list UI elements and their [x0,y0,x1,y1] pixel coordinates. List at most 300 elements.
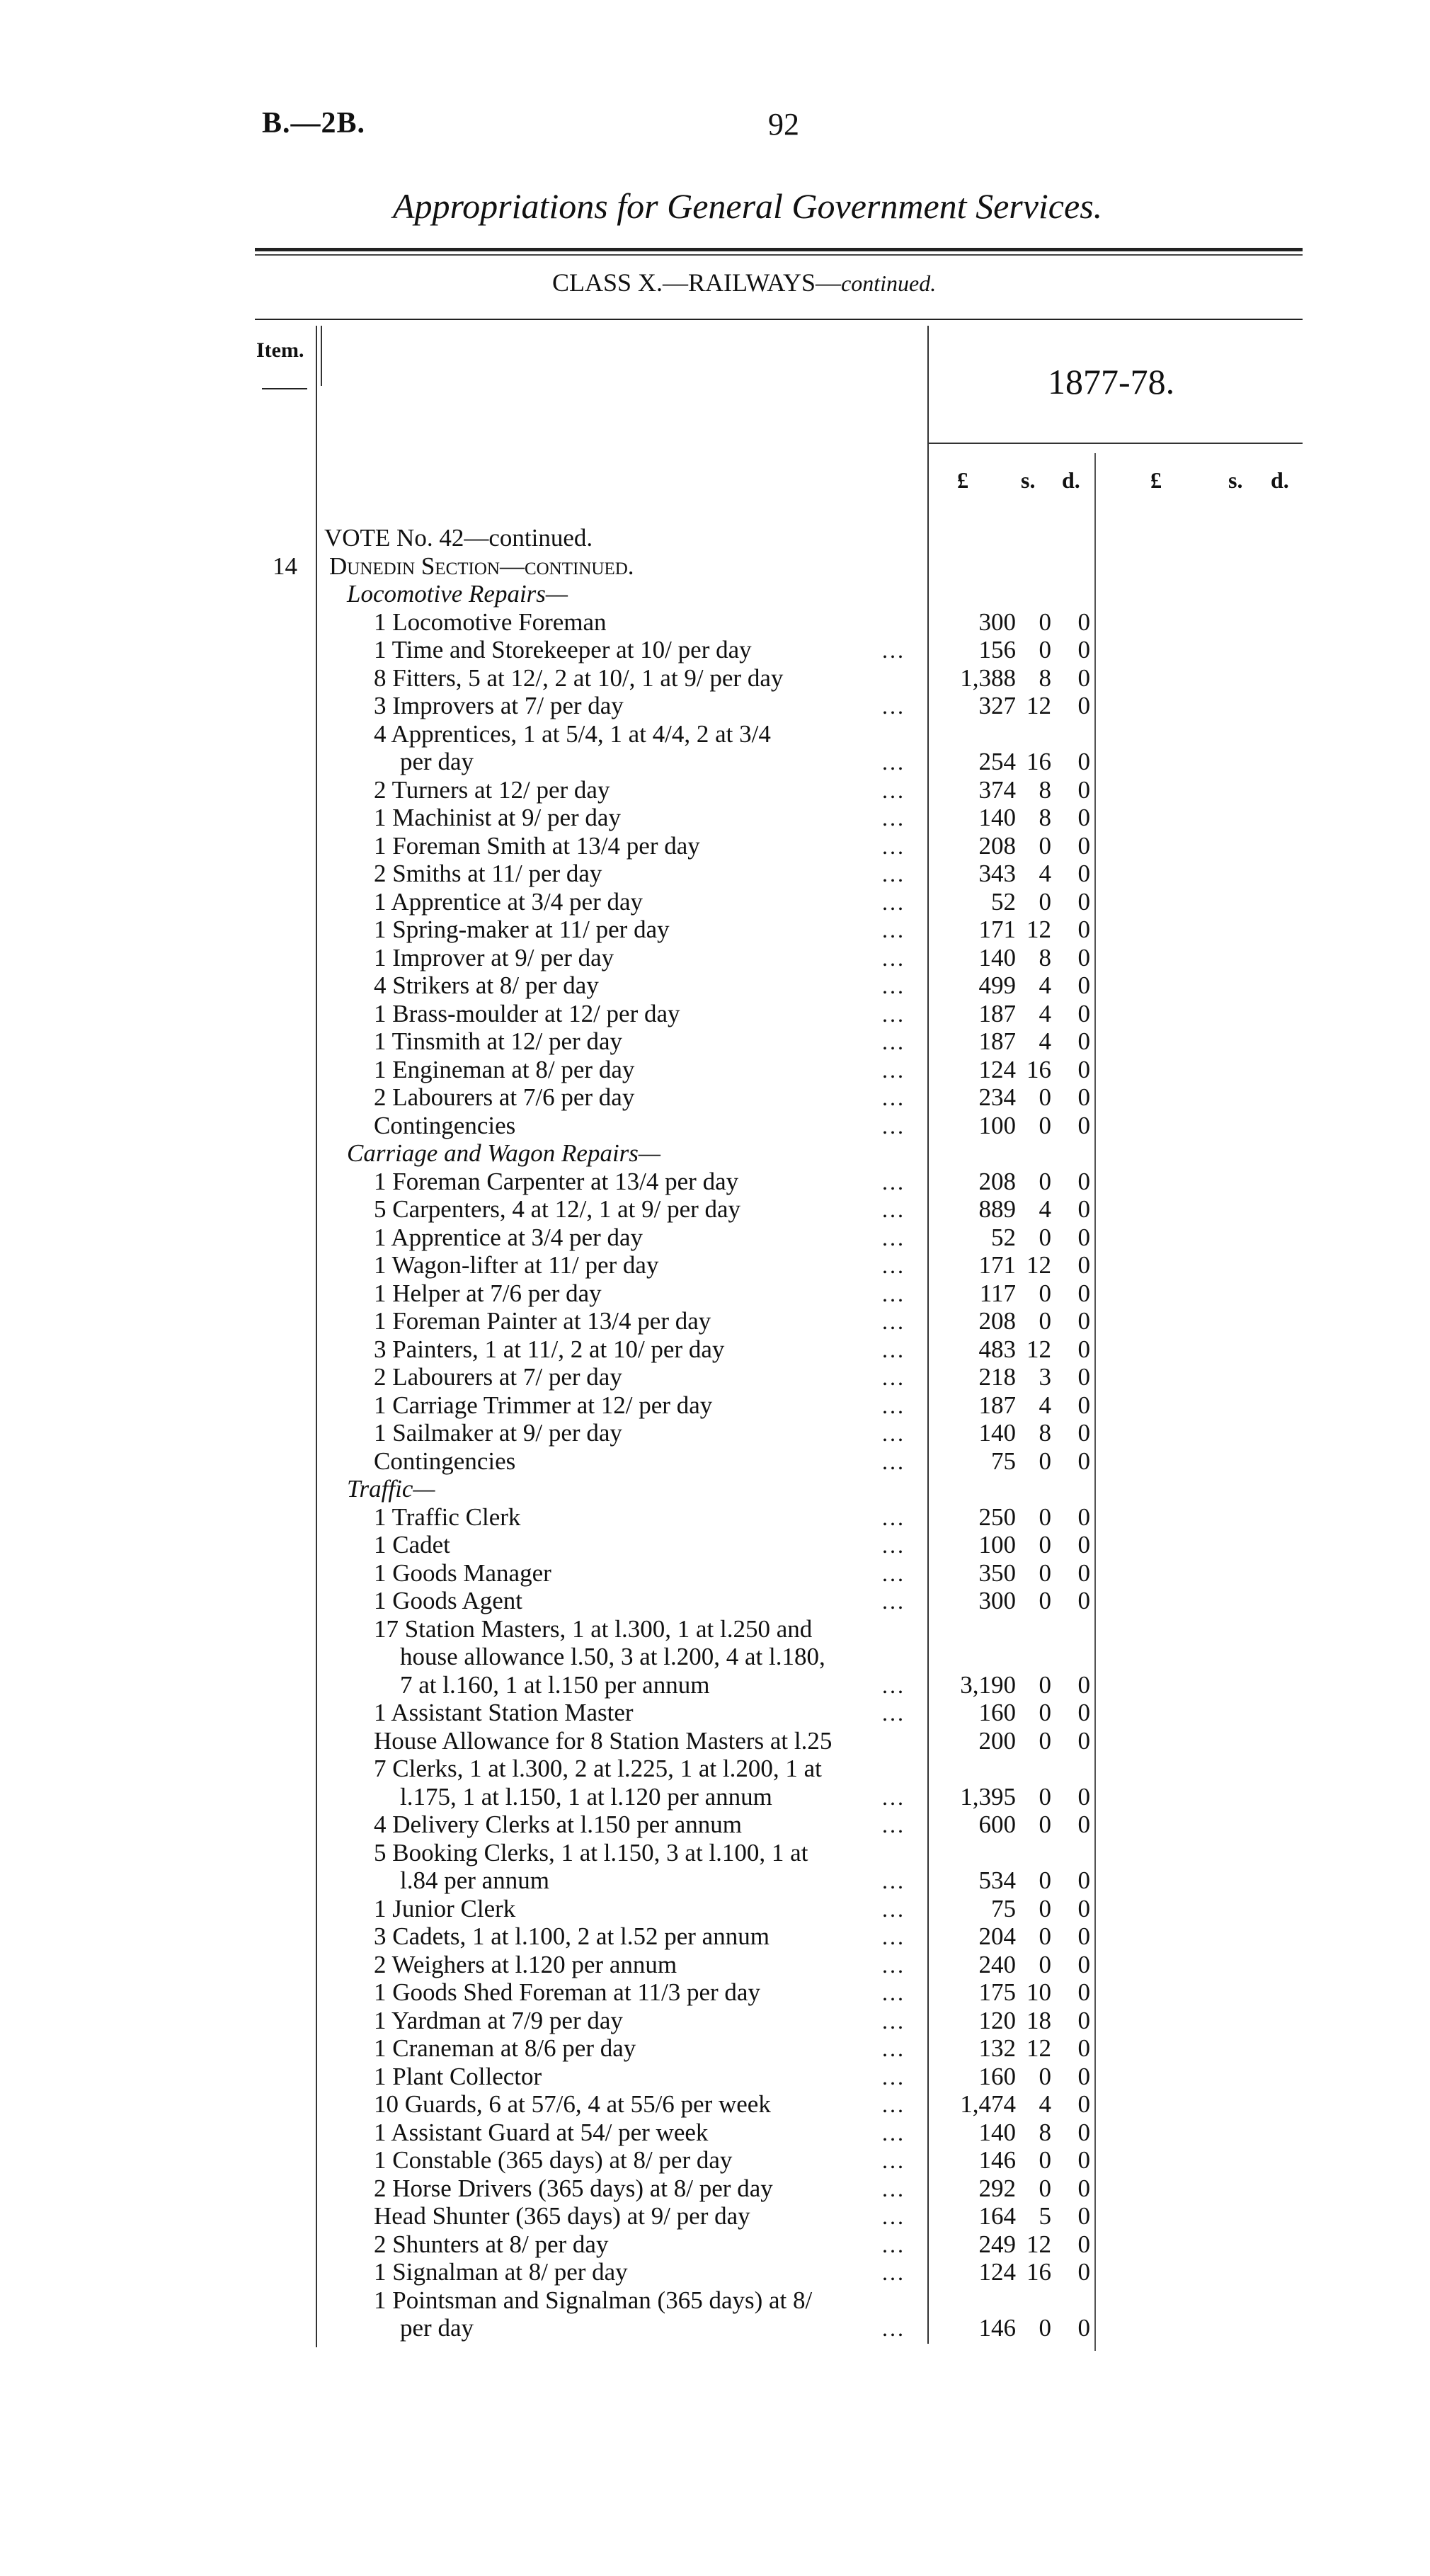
row-description: 1 Foreman Carpenter at 13/4 per day [374,1167,739,1195]
amount-pence: 0 [1077,1978,1090,2006]
amount-pounds: 600 [978,1811,1016,1838]
amount-pence: 0 [1077,1195,1090,1223]
amount-shillings: 5 [1039,2202,1051,2230]
amount-shillings: 0 [1039,1223,1051,1251]
row-description: 1 Junior Clerk [374,1894,516,1922]
amount-pounds: 146 [978,2146,1016,2174]
amount-shillings: 0 [1039,1867,1051,1894]
amount-pounds: 343 [978,860,1016,887]
table-row [0,2090,1104,2119]
amount-shillings: 12 [1026,2034,1051,2062]
table-row [0,608,1104,637]
table-row [0,1643,1104,1671]
amount-shillings: 0 [1039,1699,1051,1726]
row-description: Contingencies [374,1111,516,1139]
leader-dots: ... [882,2119,905,2145]
row-description: 1 Cadet [374,1531,450,1558]
page-title: Appropriations for General Government Services. [393,186,1103,226]
amount-pounds: 1,395 [960,1782,1016,1811]
amount-pounds: 327 [978,692,1016,719]
amount-pence: 0 [1077,1027,1090,1055]
leader-dots: ... [882,637,905,663]
amount-shillings: 8 [1039,1419,1051,1447]
shillings-header-2: s. [1228,467,1243,493]
amount-shillings: 0 [1039,1670,1051,1699]
table-row [0,776,1104,804]
amount-pence: 0 [1077,1223,1090,1251]
leader-dots: ... [882,2007,905,2034]
row-description: 3 Cadets, 1 at l.100, 2 at l.52 per annum [374,1922,770,1950]
leader-dots: ... [882,1253,905,1278]
row-description: 1 Foreman Painter at 13/4 per day [374,1307,711,1335]
amount-pence: 0 [1077,2006,1090,2034]
amount-pounds: 187 [978,1391,1016,1419]
amount-shillings: 0 [1039,2062,1051,2090]
table-row [0,1978,1104,2007]
table-row [0,1531,1104,1559]
amount-pence: 0 [1077,1335,1090,1363]
amount-pounds: 208 [978,831,1016,860]
leader-dots: ... [882,1588,905,1614]
amount-pence: 0 [1077,1782,1090,1811]
table-row [0,1503,1104,1532]
amount-pounds: 117 [979,1279,1016,1307]
amount-pounds: 100 [978,1531,1016,1558]
row-description: 1 Signalman at 8/ per day [374,2258,628,2286]
amount-pence: 0 [1077,1587,1090,1614]
row-description: 5 Carpenters, 4 at 12/, 1 at 9/ per day [374,1195,741,1223]
row-description: 1 Assistant Station Master [374,1699,634,1726]
amount-pence: 0 [1077,636,1090,663]
leader-dots: ... [882,1056,905,1083]
leader-dots: ... [882,1951,905,1978]
row-description: 1 Wagon-lifter at 11/ per day [374,1251,659,1279]
leader-dots: ... [882,1504,905,1530]
row-description: 2 Labourers at 7/6 per day [374,1083,635,1111]
table-row [0,1587,1104,1615]
amount-pounds: 140 [978,804,1016,831]
row-description: 2 Smiths at 11/ per day [374,860,602,887]
amount-pence: 0 [1077,999,1090,1027]
table-row [0,1727,1104,1755]
table-row [0,1475,1104,1503]
amount-pounds: 300 [978,1587,1016,1614]
table-row [0,1839,1104,1867]
item-column-divider-double [321,326,322,386]
amount-pence: 0 [1077,1950,1090,1978]
amount-shillings: 0 [1039,2146,1051,2174]
table-row [0,1139,1104,1168]
table-row [0,2063,1104,2091]
amount-shillings: 0 [1039,1111,1051,1139]
table-row [0,1112,1104,1140]
leader-dots: ... [882,1812,905,1837]
table-row [0,1363,1104,1391]
row-description: 4 Strikers at 8/ per day [374,971,599,999]
amount-pence: 0 [1077,1699,1090,1726]
table-row [0,1783,1104,1811]
class-heading [552,268,936,297]
leader-dots: ... [882,1168,905,1195]
table-row [0,1027,1104,1056]
leader-dots: ... [882,2259,905,2285]
amount-pounds: 140 [978,943,1016,971]
table-row [0,636,1104,664]
table-row [0,1811,1104,1839]
leader-dots: ... [882,1336,905,1362]
row-description: 2 Labourers at 7/ per day [374,1363,622,1391]
row-description: Contingencies [374,1447,516,1475]
table-row [0,1000,1104,1028]
row-description: 2 Turners at 12/ per day [374,775,610,804]
amount-pounds: 300 [978,608,1016,636]
leader-dots: ... [882,1029,905,1054]
row-description: 1 Goods Shed Foreman at 11/3 per day [374,1978,760,2006]
year-rule [929,443,1303,444]
amount-pence: 0 [1077,1558,1090,1587]
amount-shillings: 0 [1039,1782,1051,1811]
amount-pence: 0 [1077,1307,1090,1335]
amount-pence: 0 [1077,2062,1090,2090]
amount-pence: 0 [1077,1726,1090,1755]
table-row [0,2230,1104,2259]
leader-dots: ... [882,1197,905,1222]
leader-dots: ... [882,2175,905,2201]
amount-pounds: 52 [991,887,1016,916]
table-row [0,1895,1104,1923]
leader-dots: ... [882,2231,905,2257]
amount-pounds: 187 [978,1027,1016,1055]
table-row [0,1280,1104,1308]
leader-dots: ... [882,805,905,831]
row-description: per day [400,2314,474,2342]
row-description: 4 Delivery Clerks at l.150 per annum [374,1811,743,1838]
amount-pounds: 499 [978,971,1016,999]
amount-pounds: 534 [978,1867,1016,1894]
leader-dots: ... [882,2036,905,2061]
amount-pounds: 208 [978,1167,1016,1195]
amount-pounds: 100 [978,1111,1016,1139]
amount-pence: 0 [1077,663,1090,692]
table-row [0,1251,1104,1280]
amount-shillings: 0 [1039,1726,1051,1755]
table-row [0,2258,1104,2286]
table-row [0,1168,1104,1196]
table-row [0,1083,1104,1112]
amount-shillings: 12 [1026,692,1051,719]
amount-pence: 0 [1077,608,1090,636]
amount-pounds: 175 [978,1978,1016,2006]
amount-pence: 0 [1077,2258,1090,2286]
table-row [0,580,1104,608]
table-row [0,2034,1104,2063]
table-row [0,1391,1104,1420]
amount-pounds: 3,190 [960,1670,1016,1699]
amount-pounds: 1,474 [960,2090,1016,2118]
table-row [0,1922,1104,1951]
row-description: 4 Apprentices, 1 at 5/4, 1 at 4/4, 2 at 3/4 [374,719,771,748]
row-description: 1 Apprentice at 3/4 per day [374,887,644,916]
amount-pounds: 156 [978,636,1016,663]
table-row [0,1559,1104,1588]
amount-pence: 0 [1077,860,1090,887]
amount-pence: 0 [1077,831,1090,860]
amount-shillings: 18 [1026,2006,1051,2034]
row-description: 3 Improvers at 7/ per day [374,692,624,719]
leader-dots: ... [882,1280,905,1306]
leader-dots: ... [882,1224,905,1250]
row-description: 1 Goods Manager [374,1558,551,1587]
amount-pounds: 218 [978,1363,1016,1391]
leader-dots: ... [882,973,905,998]
leader-dots: ... [882,1448,905,1474]
leader-dots: ... [882,749,905,775]
leader-dots: ... [882,1560,905,1586]
table-row [0,1195,1104,1224]
leader-dots: ... [882,1784,905,1810]
row-description: 1 Constable (365 days) at 8/ per day [374,2146,733,2174]
table-row [0,552,1104,581]
amount-shillings: 0 [1039,1083,1051,1111]
amount-shillings: 4 [1039,1027,1051,1055]
row-description: Head Shunter (365 days) at 9/ per day [374,2202,750,2230]
amount-shillings: 4 [1039,999,1051,1027]
leader-dots: ... [882,1001,905,1027]
amount-shillings: 10 [1026,1978,1051,2006]
leader-dots: ... [882,1532,905,1558]
amount-pounds: 350 [978,1558,1016,1587]
amount-shillings: 0 [1039,1531,1051,1558]
leader-dots: ... [882,1112,905,1139]
amount-shillings: 12 [1026,916,1051,943]
amount-pence: 0 [1077,2174,1090,2202]
page-number: 92 [768,107,799,142]
amount-shillings: 4 [1039,1195,1051,1223]
amount-pounds: 164 [978,2202,1016,2230]
row-description: l.84 per annum [400,1867,549,1894]
amount-pence: 0 [1077,1670,1090,1699]
row-description: 1 Brass-moulder at 12/ per day [374,999,680,1027]
amount-pounds: 204 [978,1922,1016,1950]
table-row [0,1335,1104,1364]
amount-pounds: 171 [978,916,1016,943]
amount-pence: 0 [1077,1503,1090,1531]
table-row [0,524,1104,552]
table-row [0,1951,1104,1979]
pence-header-2: d. [1271,467,1289,493]
table-row [0,692,1104,720]
row-description: 10 Guards, 6 at 57/6, 4 at 55/6 per week [374,2090,771,2118]
amount-pence: 0 [1077,1867,1090,1894]
amount-pence: 0 [1077,692,1090,719]
row-description: 1 Goods Agent [374,1587,522,1614]
amount-pounds: 234 [978,1083,1016,1111]
amount-pounds: 250 [978,1503,1016,1531]
leader-dots: ... [882,1392,905,1418]
amount-pence: 0 [1077,1167,1090,1195]
class-heading-text: CLASS X.—RAILWAYS— [552,268,842,297]
amount-shillings: 0 [1039,831,1051,860]
leader-dots: ... [882,1309,905,1334]
amount-pence: 0 [1077,2202,1090,2230]
amount-pence: 0 [1077,1922,1090,1950]
table-row [0,2175,1104,2203]
pounds-header-2: £ [1150,467,1162,493]
table-row [0,2202,1104,2230]
class-rule [255,319,1303,320]
row-description: 17 Station Masters, 1 at l.300, 1 at l.250 and [374,1614,813,1643]
leader-dots: ... [882,1420,905,1446]
table-row [0,748,1104,776]
amount-pence: 0 [1077,1111,1090,1139]
amount-shillings: 4 [1039,1391,1051,1419]
row-description: 2 Shunters at 8/ per day [374,2230,609,2258]
fiscal-year-header: 1877-78. [1048,362,1175,401]
row-description: 1 Machinist at 9/ per day [374,804,621,831]
table-row [0,2146,1104,2175]
amount-pounds: 132 [978,2034,1016,2062]
amount-pounds: 52 [991,1223,1016,1251]
leader-dots: ... [882,1980,905,2005]
table-row [0,2314,1104,2342]
amount-shillings: 16 [1026,2258,1051,2286]
amount-pence: 0 [1077,2230,1090,2258]
item-header-underline [262,388,307,389]
amount-shillings: 0 [1039,1922,1051,1950]
leader-dots: ... [882,917,905,942]
amount-pounds: 240 [978,1950,1016,1978]
row-description: per day [400,748,474,775]
amount-shillings: 0 [1039,636,1051,663]
amount-shillings: 0 [1039,1503,1051,1531]
leader-dots: ... [882,833,905,859]
amount-shillings: 3 [1039,1363,1051,1391]
row-description: 1 Carriage Trimmer at 12/ per day [374,1391,713,1419]
table-row [0,860,1104,888]
amount-pounds: 75 [991,1894,1016,1922]
top-rule [255,248,1303,251]
amount-pounds: 160 [978,1699,1016,1726]
amount-pounds: 1,388 [960,663,1016,692]
table-row [0,720,1104,748]
row-description: 7 at l.160, 1 at l.150 per annum [400,1670,710,1699]
amount-shillings: 0 [1039,887,1051,916]
leader-dots: ... [882,889,905,915]
amount-shillings: 8 [1039,2118,1051,2146]
amount-pounds: 208 [978,1307,1016,1335]
row-description: 7 Clerks, 1 at l.300, 2 at l.225, 1 at l.200, 1 at [374,1755,822,1782]
leader-dots: ... [882,2092,905,2117]
leader-dots: ... [882,1924,905,1949]
item-column-header: Item. [256,338,304,362]
table-row [0,944,1104,972]
table-row [0,888,1104,916]
amount-pence: 0 [1077,943,1090,971]
amount-pounds: 124 [978,1055,1016,1083]
amount-pence: 0 [1077,775,1090,804]
amount-shillings: 0 [1039,1167,1051,1195]
table-row [0,1755,1104,1783]
amount-shillings: 8 [1039,775,1051,804]
row-description: 8 Fitters, 5 at 12/, 2 at 10/, 1 at 9/ per day [374,663,784,692]
leader-dots: ... [882,861,905,887]
row-description: 1 Tinsmith at 12/ per day [374,1027,622,1055]
row-description: 3 Painters, 1 at 11/, 2 at 10/ per day [374,1335,725,1363]
amount-pounds: 140 [978,2118,1016,2146]
amount-pence: 0 [1077,804,1090,831]
amount-pounds: 187 [978,999,1016,1027]
leader-dots: ... [882,1085,905,1110]
amount-shillings: 0 [1039,1950,1051,1978]
amount-pence: 0 [1077,748,1090,775]
amount-shillings: 16 [1026,748,1051,775]
leader-dots: ... [882,1868,905,1893]
row-description: 1 Pointsman and Signalman (365 days) at 8/ [374,2286,813,2314]
leader-dots: ... [882,1672,905,1698]
row-description: 1 Yardman at 7/9 per day [374,2006,623,2034]
amount-shillings: 0 [1039,2174,1051,2202]
amount-pounds: 124 [978,2258,1016,2286]
row-description: house allowance l.50, 3 at l.200, 4 at l.180, [400,1643,825,1670]
amount-pence: 0 [1077,1894,1090,1922]
amount-pounds: 75 [991,1447,1016,1475]
row-description: 1 Time and Storekeeper at 10/ per day [374,636,752,663]
amount-pence: 0 [1077,1279,1090,1307]
leader-dots: ... [882,777,905,803]
amount-pounds: 200 [978,1726,1016,1755]
table-row [0,1447,1104,1476]
row-description: 2 Horse Drivers (365 days) at 8/ per day [374,2174,773,2202]
pence-header: d. [1062,467,1080,493]
amount-pence: 0 [1077,1391,1090,1419]
row-description: 2 Weighers at l.120 per annum [374,1950,677,1978]
pounds-header: £ [957,467,968,493]
row-description: 1 Traffic Clerk [374,1503,521,1531]
amount-pence: 0 [1077,2118,1090,2146]
amount-shillings: 0 [1039,1307,1051,1335]
leader-dots: ... [882,2148,905,2173]
table-row [0,664,1104,693]
table-row [0,804,1104,832]
row-description: 1 Assistant Guard at 54/ per week [374,2118,709,2146]
amount-pence: 0 [1077,2146,1090,2174]
leader-dots: ... [882,945,905,971]
leader-dots: ... [882,1700,905,1726]
amount-pounds: 889 [978,1195,1016,1223]
table-row [0,1671,1104,1699]
amount-pounds: 483 [978,1335,1016,1363]
item-number: 14 [273,552,297,580]
amount-pence: 0 [1077,1811,1090,1838]
row-description: 1 Apprentice at 3/4 per day [374,1223,644,1251]
amount-pounds: 140 [978,1419,1016,1447]
amount-pence: 0 [1077,1531,1090,1558]
leader-dots: ... [882,693,905,719]
amount-pounds: 171 [978,1251,1016,1279]
amount-shillings: 0 [1039,1558,1051,1587]
row-description: 1 Helper at 7/6 per day [374,1279,602,1307]
row-description: House Allowance for 8 Station Masters at l.25 [374,1726,833,1755]
amount-pence: 0 [1077,1447,1090,1475]
amount-shillings: 4 [1039,971,1051,999]
amount-pounds: 249 [978,2230,1016,2258]
amount-shillings: 0 [1039,608,1051,636]
amount-pounds: 254 [978,748,1016,775]
leader-dots: ... [882,1364,905,1390]
amount-shillings: 12 [1026,1251,1051,1279]
amount-pence: 0 [1077,2034,1090,2062]
amount-pence: 0 [1077,1251,1090,1279]
